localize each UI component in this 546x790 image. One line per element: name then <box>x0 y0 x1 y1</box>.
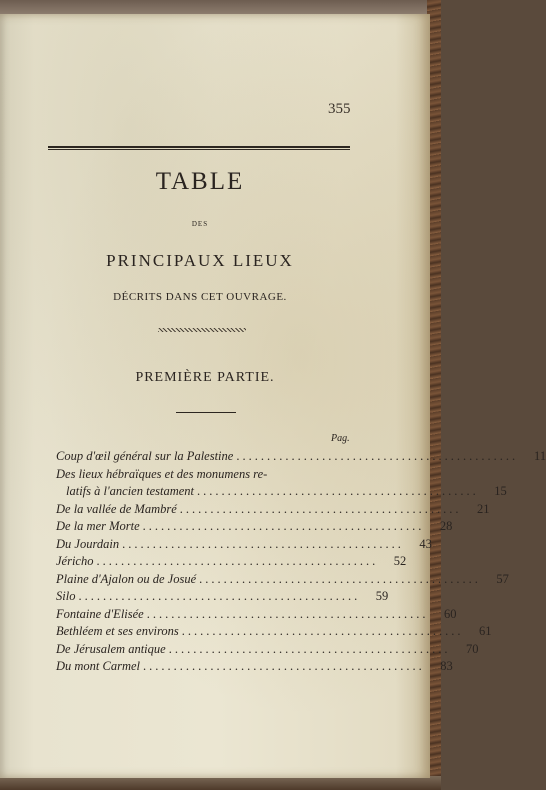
toc-entry-page: 21 <box>477 501 490 516</box>
toc-entry-page: 70 <box>465 641 479 656</box>
toc-entry-page: 61 <box>479 624 492 638</box>
title-connector: DES <box>191 220 209 228</box>
toc-entry <box>56 606 457 624</box>
book-cover-bottom <box>0 776 441 790</box>
top-rule <box>48 146 350 150</box>
toc-entry <box>56 466 507 501</box>
toc-entry <box>56 658 453 676</box>
toc-entry-title: Du mont Carmel <box>56 659 141 673</box>
toc-entry-page: 15 <box>494 484 507 498</box>
toc-entry <box>56 536 432 554</box>
toc-entry-title: Du Jourdain <box>56 536 120 551</box>
leader-dots: .............................................. <box>78 589 361 603</box>
leader-dots: .............................................. <box>181 624 464 638</box>
ornament-divider <box>158 328 246 332</box>
part-title: PREMIÈRE PARTIE. <box>135 370 275 385</box>
toc-entry-line <box>56 483 507 501</box>
toc-entry-page: 52 <box>393 554 407 568</box>
leader-dots: .............................................. <box>197 484 479 498</box>
leader-dots: .............................................. <box>96 554 379 568</box>
toc-entry <box>56 623 492 641</box>
description-line: DÉCRITS DANS CET OUVRAGE. <box>113 291 287 303</box>
toc-entry-title: De Jérusalem antique <box>56 641 166 656</box>
toc-entry-title-continued: latifs à l'ancien testament <box>66 484 195 498</box>
page-subtitle: PRINCIPAUX LIEUX <box>106 251 294 270</box>
toc-entry-title: Coup d'œil général sur la Palestine <box>56 449 234 463</box>
toc-entry-title: Des lieux hébraïques et des monumens re- <box>56 466 268 481</box>
leader-dots: .............................................. <box>122 536 404 551</box>
toc-entry-page: 28 <box>439 519 453 533</box>
toc-entry <box>56 518 453 536</box>
toc-entry-title: Bethléem et ses environs <box>56 624 179 638</box>
toc-entry-title: Jéricho <box>56 554 94 568</box>
page-column-header: Pag. <box>331 433 350 444</box>
toc-entry-title: Fontaine d'Elisée <box>56 606 144 621</box>
leader-dots: .............................................. <box>236 449 519 463</box>
page-number: 355 <box>328 101 351 117</box>
toc-entry-title: De la mer Morte <box>56 519 140 533</box>
leader-dots: .............................................. <box>179 501 462 516</box>
leader-dots: .............................................. <box>146 606 429 621</box>
page-title: TABLE <box>155 168 245 195</box>
toc-entry-page: 59 <box>375 589 389 603</box>
toc-entry <box>56 571 509 589</box>
leader-dots: .............................................. <box>142 519 425 533</box>
toc-entry <box>56 501 490 519</box>
leader-dots: .............................................. <box>168 641 451 656</box>
toc-entry-line <box>56 466 366 484</box>
toc-entry <box>56 553 407 571</box>
toc-entry-title: Silo <box>56 589 76 603</box>
toc-entry <box>56 641 479 659</box>
toc-entry-page: 43 <box>419 536 432 551</box>
table-of-contents <box>56 448 546 676</box>
leader-dots: .............................................. <box>199 571 481 586</box>
toc-entry <box>56 588 389 606</box>
toc-entry-page: 60 <box>443 606 457 621</box>
leader-dots: .............................................. <box>143 659 425 673</box>
book-page <box>0 14 546 778</box>
toc-entry-page: 57 <box>496 571 509 586</box>
toc-entry <box>56 448 546 466</box>
toc-entry-title: Plaine d'Ajalon ou de Josué <box>56 571 197 586</box>
toc-entry-page: 83 <box>440 659 453 673</box>
short-rule <box>176 412 236 413</box>
toc-entry-title: De la vallée de Mambré <box>56 501 177 516</box>
toc-entry-page: 11 <box>534 449 546 463</box>
